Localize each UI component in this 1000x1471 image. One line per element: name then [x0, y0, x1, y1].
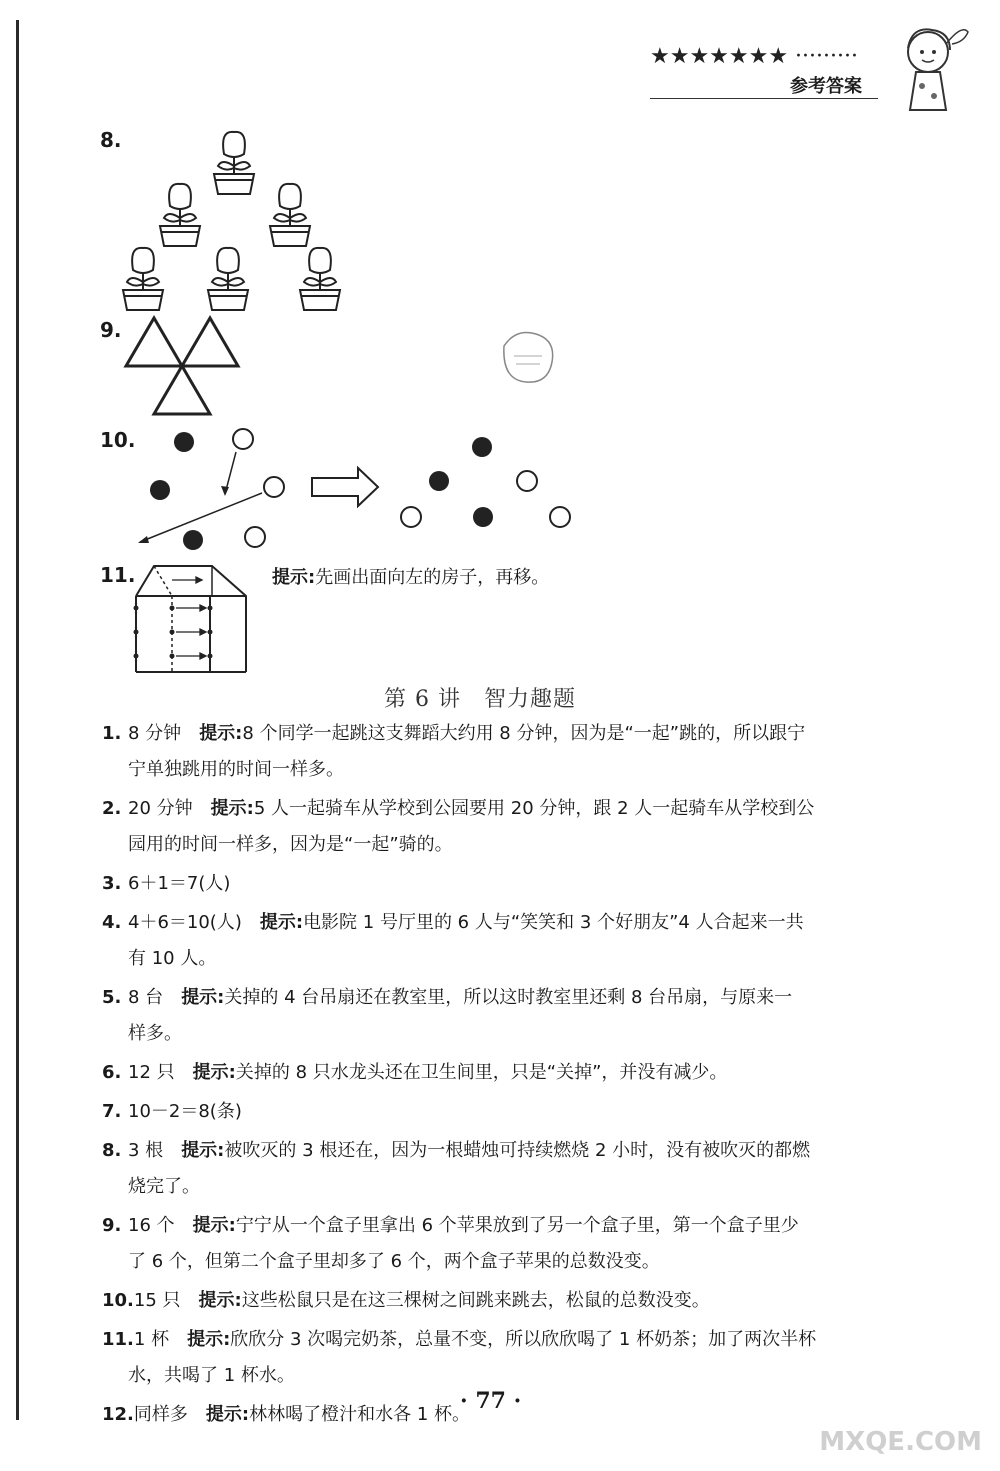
answer-value: 15 只 — [133, 1290, 181, 1311]
hint-text: 8 个同学一起跳这支舞蹈大约用 8 分钟，因为是“一起”跳的，所以跟宁 — [242, 723, 806, 744]
answer-number: 12. — [102, 1404, 134, 1425]
answer-value: 3 根 — [128, 1140, 164, 1161]
hint-text: 欣欣分 3 次喝完奶茶，总量不变，所以欣欣喝了 1 杯奶茶；加了两次半杯 — [230, 1329, 817, 1350]
answer-number: 1. — [102, 723, 122, 744]
answer-number: 11. — [102, 1329, 134, 1350]
hint-label: 提示: — [192, 1062, 236, 1083]
hint-text: 林林喝了橙汁和水各 1 杯。 — [249, 1404, 470, 1425]
hint-11-text: 先画出面向左的房子，再移。 — [315, 567, 550, 588]
hint-continuation: 样多。 — [128, 1023, 182, 1044]
answer-number: 7. — [102, 1101, 122, 1122]
hint-continuation: 宁单独跳用的时间一样多。 — [128, 759, 344, 780]
answer-value: 6＋1＝7(人) — [128, 873, 231, 894]
answer-number: 10. — [102, 1290, 134, 1311]
answer-value: 12 只 — [128, 1062, 175, 1083]
answer-number: 4. — [102, 912, 122, 933]
hint-11 — [272, 563, 549, 589]
hint-text: 关掉的 8 只水龙头还在卫生间里，只是“关掉”，并没有减少。 — [235, 1062, 728, 1083]
answer-item — [102, 716, 902, 788]
hint-text: 5 人一起骑车从学校到公园要用 20 分钟，跟 2 人一起骑车从学校到公 — [253, 798, 815, 819]
figure-label-11: 11. — [100, 563, 136, 587]
answer-item — [102, 1283, 902, 1319]
hint-text: 被吹灭的 3 根还在，因为一根蜡烛可持续燃烧 2 小时，没有被吹灭的都燃 — [224, 1140, 811, 1161]
hint-text: 电影院 1 号厅里的 6 人与“笑笑和 3 个好朋友”4 人合起来一共 — [303, 912, 804, 933]
watermark: MXQE.COM — [819, 1427, 982, 1457]
answer-value: 10－2＝8(条) — [128, 1101, 242, 1122]
answer-item — [102, 1094, 902, 1130]
figure-label-10: 10. — [100, 428, 136, 452]
hint-label: 提示: — [198, 1290, 242, 1311]
answer-number: 5. — [102, 987, 122, 1008]
answer-value: 1 杯 — [133, 1329, 170, 1350]
answer-number: 8. — [102, 1140, 122, 1161]
answer-number: 6. — [102, 1062, 122, 1083]
hint-label: 提示: — [259, 912, 304, 933]
answer-value: 4＋6＝10(人) — [128, 912, 242, 933]
hint-continuation: 水，共喝了 1 杯水。 — [128, 1365, 295, 1386]
answer-item — [102, 791, 902, 863]
hint-label: 提示: — [205, 1404, 250, 1425]
answer-item — [102, 1133, 902, 1205]
figure-label-8: 8. — [100, 128, 122, 152]
header-stars: ★★★★★★★ ········· — [650, 44, 858, 69]
answer-number: 9. — [102, 1215, 122, 1236]
hint-label: 提示: — [187, 1329, 231, 1350]
hint-label: 提示: — [192, 1215, 236, 1236]
answer-item — [102, 905, 902, 977]
answer-item — [102, 1208, 902, 1280]
hint-continuation: 有 10 人。 — [128, 948, 217, 969]
answer-number: 2. — [102, 798, 122, 819]
answer-number: 3. — [102, 873, 122, 894]
hint-text: 关掉的 4 台吊扇还在教室里，所以这时教室里还剩 8 台吊扇，与原来一 — [224, 987, 793, 1008]
answer-item — [102, 1055, 902, 1091]
page-number: · 77 · — [460, 1388, 522, 1414]
header-title: 参考答案 — [790, 76, 862, 97]
hint-label: 提示: — [199, 723, 243, 744]
answer-value: 20 分钟 — [128, 798, 193, 819]
answer-value: 16 个 — [128, 1215, 175, 1236]
hint-continuation: 园用的时间一样多，因为是“一起”骑的。 — [128, 834, 453, 855]
answer-item — [102, 980, 902, 1052]
hint-11-label: 提示: — [272, 567, 316, 588]
hint-label: 提示: — [181, 987, 225, 1008]
figure-label-9: 9. — [100, 318, 122, 342]
hint-text: 宁宁从一个盒子里拿出 6 个苹果放到了另一个盒子里，第一个盒子里少 — [235, 1215, 799, 1236]
hint-label: 提示: — [210, 798, 254, 819]
hint-continuation: 烧完了。 — [128, 1176, 200, 1197]
hint-label: 提示: — [181, 1140, 225, 1161]
section-title: 第 6 讲 智力趣题 — [384, 687, 576, 712]
answer-item — [102, 866, 902, 902]
answer-value: 8 台 — [128, 987, 164, 1008]
answer-value: 同样多 — [133, 1404, 188, 1425]
hint-text: 这些松鼠只是在这三棵树之间跳来跳去，松鼠的总数没变。 — [241, 1290, 710, 1311]
answer-item — [102, 1322, 902, 1394]
hint-continuation: 了 6 个，但第二个盒子里却多了 6 个，两个盒子苹果的总数没变。 — [128, 1251, 660, 1272]
answer-value: 8 分钟 — [128, 723, 182, 744]
